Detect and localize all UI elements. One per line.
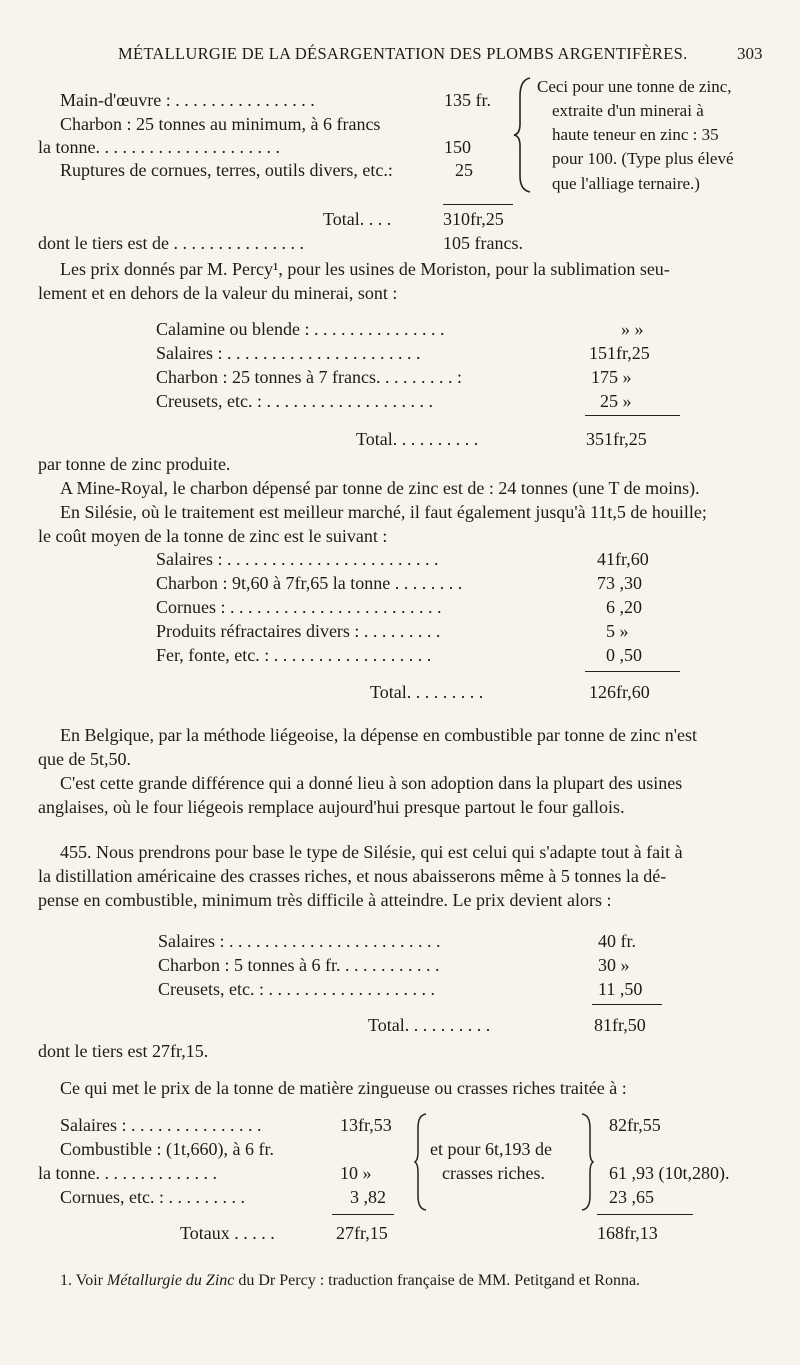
footnote-title: Métallurgie du Zinc <box>106 1272 235 1289</box>
table2-total-rule <box>585 415 680 416</box>
para1-line2: lement et en dehors de la valeur du minerai, sont : <box>38 283 398 303</box>
table2-row1-value: » » <box>621 319 644 339</box>
table4-total-value: 81fr,50 <box>594 1015 646 1035</box>
table2-row4-value: 25 » <box>600 391 632 411</box>
table5-row4-v1: 3 ,82 <box>350 1187 386 1207</box>
table3-total-rule <box>585 671 680 672</box>
table5-row1-label: Salaires : . . . . . . . . . . . . . . . <box>60 1115 262 1135</box>
table1-note-line5: que l'alliage ternaire.) <box>552 174 700 193</box>
footnote-prefix: Voir <box>75 1272 103 1289</box>
left-brace-icon <box>414 1112 428 1212</box>
para4-line2: la distillation américaine des crasses riches, et nous abaisserons même à 5 tonnes la dé- <box>38 866 667 886</box>
footnote <box>60 1272 640 1290</box>
table1-total-value: 310fr,25 <box>443 209 504 229</box>
table3-total-label: Total. . . . . . . . . <box>370 682 484 702</box>
table2-row4-label: Creusets, etc. : . . . . . . . . . . . . . . . . . . . <box>156 391 433 411</box>
table3-row4-label: Produits réfractaires divers : . . . . . . . . . <box>156 621 441 641</box>
table1-row4-value: 25 <box>455 160 473 180</box>
table5-row1-v2: 82fr,55 <box>609 1115 661 1135</box>
table1-total-rule <box>443 204 513 205</box>
table5-row3-v1: 10 » <box>340 1163 372 1183</box>
table3-row3-label: Cornues : . . . . . . . . . . . . . . . . . . . . . . . . <box>156 597 442 617</box>
table5-row3-v2: 61 ,93 (10t,280). <box>609 1163 730 1183</box>
table1-row3-value: 150 <box>444 137 471 157</box>
table4-row3-value: 11 ,50 <box>598 979 643 999</box>
para4-line1: 455. Nous prendrons pour base le type de Silésie, qui est celui qui s'adapte tout à fait à <box>60 842 683 862</box>
para4-line3: pense en combustible, minimum très difficile à atteindre. Le prix devient alors : <box>38 890 612 910</box>
brace-icon <box>512 76 534 194</box>
table4-row2-label: Charbon : 5 tonnes à 6 fr. . . . . . . . . . . . <box>158 955 440 975</box>
para2-line4: le coût moyen de la tonne de zinc est le suivant : <box>38 526 388 546</box>
footnote-suffix: du Dr Percy : traduction française de MM. Petitgand et Ronna. <box>238 1272 641 1289</box>
table3-row5-value: 0 ,50 <box>606 645 642 665</box>
table5-row3-label: la tonne. . . . . . . . . . . . . . <box>38 1163 217 1183</box>
table4-row3-label: Creusets, etc. : . . . . . . . . . . . . . . . . . . . <box>158 979 435 999</box>
table2-row2-label: Salaires : . . . . . . . . . . . . . . . . . . . . . . <box>156 343 421 363</box>
table1-note-line3: haute teneur en zinc : 35 <box>552 125 719 144</box>
table4-total-rule <box>592 1004 662 1005</box>
table4-row2-value: 30 » <box>598 955 630 975</box>
table2-row2-value: 151fr,25 <box>589 343 650 363</box>
table3-row2-label: Charbon : 9t,60 à 7fr,65 la tonne . . . . . . . . <box>156 573 463 593</box>
table5-total-rule-2 <box>597 1214 693 1215</box>
table1-note-line2: extraite d'un minerai à <box>552 101 704 120</box>
table5-row1-v1: 13fr,53 <box>340 1115 392 1135</box>
para1-line1: Les prix donnés par M. Percy¹, pour les usines de Moriston, pour la sublimation seu- <box>60 259 670 279</box>
page-number: 303 <box>737 44 763 63</box>
table4-row1-value: 40 fr. <box>598 931 636 951</box>
para3-line4: anglaises, où le four liégeois remplace aujourd'hui presque partout le four gallois. <box>38 797 625 817</box>
table3-row2-value: 73 ,30 <box>597 573 642 593</box>
table1-note-line4: pour 100. (Type plus élevé <box>552 149 734 168</box>
table5-totals-v1: 27fr,15 <box>336 1223 388 1243</box>
table1-row2-label: Charbon : 25 tonnes au minimum, à 6 francs <box>60 114 381 134</box>
table5-middle-line1: et pour 6t,193 de <box>430 1139 552 1159</box>
table1-row1-label: Main-d'œuvre : . . . . . . . . . . . . . . . . <box>60 90 315 110</box>
table2-total-label: Total. . . . . . . . . . <box>356 429 479 449</box>
para2-line3: En Silésie, où le traitement est meilleur marché, il faut également jusqu'à 11t,5 de houille; <box>60 502 707 522</box>
table4-row1-label: Salaires : . . . . . . . . . . . . . . . . . . . . . . . . <box>158 931 441 951</box>
table3-row3-value: 6 ,20 <box>606 597 642 617</box>
table1-note-line1: Ceci pour une tonne de zinc, <box>537 77 732 96</box>
para3-line1: En Belgique, par la méthode liégeoise, la dépense en combustible par tonne de zinc n'est <box>60 725 698 745</box>
table5-row2-label: Combustible : (1t,660), à 6 fr. <box>60 1139 274 1159</box>
running-title: MÉTALLURGIE DE LA DÉSARGENTATION DES PLOMBS ARGENTIFÈRES. <box>118 44 688 63</box>
para2-line2: A Mine-Royal, le charbon dépensé par tonne de zinc est de : 24 tonnes (une T de moins). <box>60 478 700 498</box>
para3-line3: C'est cette grande différence qui a donné lieu à son adoption dans la plupart des usines <box>60 773 683 793</box>
table4-total-label: Total. . . . . . . . . . <box>368 1015 491 1035</box>
table1-row3-label: la tonne. . . . . . . . . . . . . . . . . . . . . <box>38 137 280 157</box>
table2-row1-label: Calamine ou blende : . . . . . . . . . . . . . . . <box>156 319 445 339</box>
table2-row3-label: Charbon : 25 tonnes à 7 francs. . . . . . . . . : <box>156 367 462 387</box>
right-brace-icon <box>580 1112 594 1212</box>
table2-total-value: 351fr,25 <box>586 429 647 449</box>
table3-row1-label: Salaires : . . . . . . . . . . . . . . . . . . . . . . . . <box>156 549 439 569</box>
para3-line2: que de 5t,50. <box>38 749 131 769</box>
table5-middle-line2: crasses riches. <box>442 1163 545 1183</box>
para5-line1: dont le tiers est 27fr,15. <box>38 1041 209 1061</box>
table1-total-label: Total. . . . <box>323 209 392 229</box>
table5-row4-v2: 23 ,65 <box>609 1187 654 1207</box>
table3-total-value: 126fr,60 <box>589 682 650 702</box>
table5-totals-label: Totaux . . . . . <box>180 1223 275 1243</box>
table5-totals-v2: 168fr,13 <box>597 1223 658 1243</box>
para5-line2: Ce qui met le prix de la tonne de matière zingueuse ou crasses riches traitée à : <box>60 1078 627 1098</box>
table1-third-value: 105 francs. <box>443 233 523 253</box>
table3-row5-label: Fer, fonte, etc. : . . . . . . . . . . . . . . . . . . <box>156 645 432 665</box>
table3-row1-value: 41fr,60 <box>597 549 649 569</box>
table5-row4-label: Cornues, etc. : . . . . . . . . . <box>60 1187 245 1207</box>
para2-line1: par tonne de zinc produite. <box>38 454 231 474</box>
table1-row1-value: 135 fr. <box>444 90 491 110</box>
footnote-number: 1. <box>60 1272 72 1289</box>
table2-row3-value: 175 » <box>591 367 632 387</box>
table1-row4-label: Ruptures de cornues, terres, outils divers, etc.: <box>60 160 393 180</box>
table5-total-rule-1 <box>332 1214 394 1215</box>
table3-row4-value: 5 » <box>606 621 629 641</box>
table1-third-label: dont le tiers est de . . . . . . . . . . . . . . . <box>38 233 304 253</box>
